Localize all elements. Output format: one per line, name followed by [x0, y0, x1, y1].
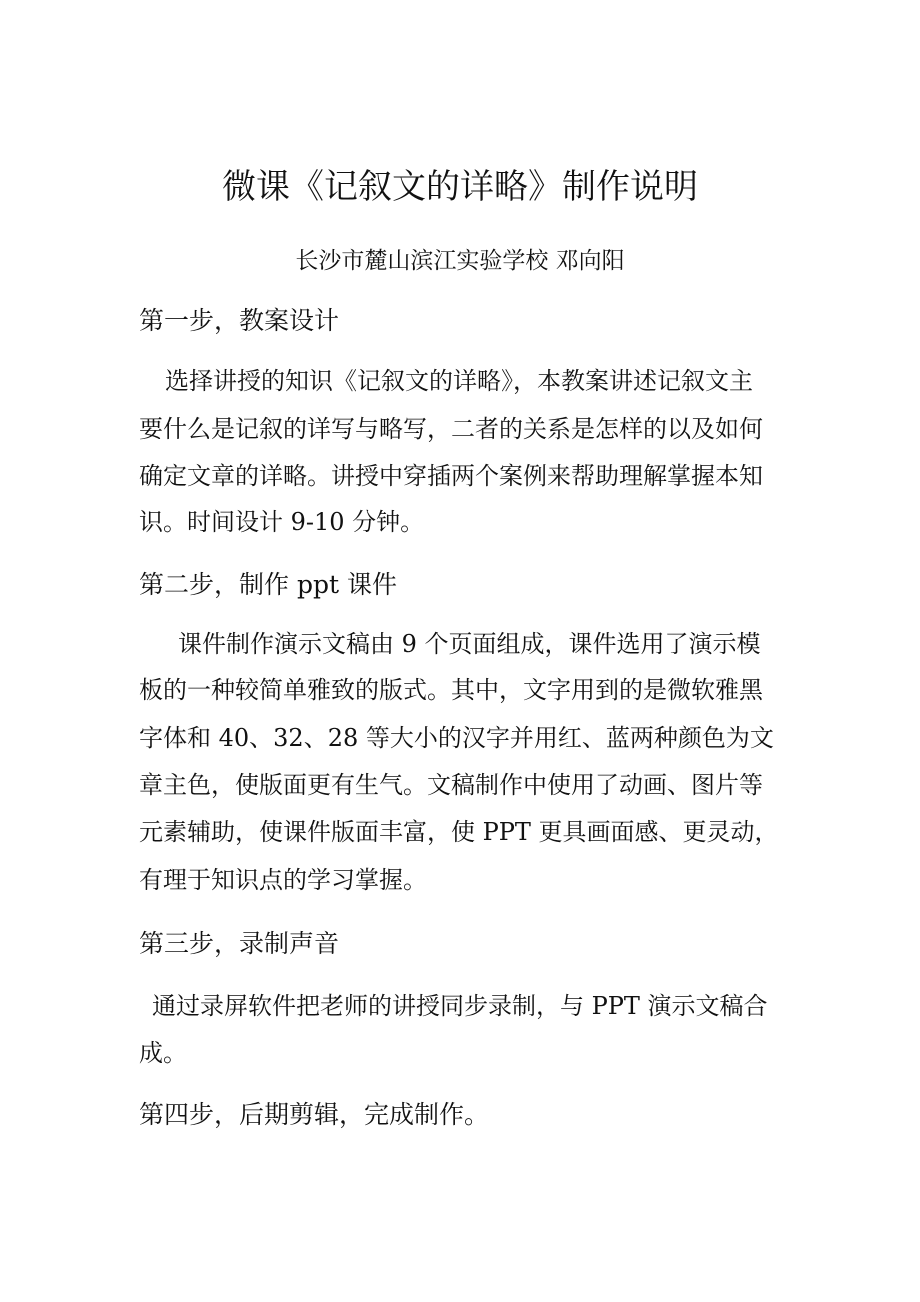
body-line: 识。时间设计 9-10 分钟。	[139, 508, 425, 536]
body-line: 课件制作演示文稿由 9 个页面组成，课件选用了演示模	[178, 630, 761, 658]
body-line: 元素辅助，使课件版面丰富，使 PPT 更具画面感、更灵动，	[139, 818, 779, 846]
document-title: 微课《记叙文的详略》制作说明	[222, 167, 698, 207]
document-author: 长沙市麓山滨江实验学校 邓向阳	[295, 248, 625, 274]
body-line: 字体和 40、32、28 等大小的汉字并用红、蓝两种颜色为文	[139, 724, 774, 752]
body-line: 板的一种较简单雅致的版式。其中，文字用到的是微软雅黑	[139, 676, 763, 704]
body-line: 有理于知识点的学习掌握。	[139, 866, 427, 894]
body-line: 确定文章的详略。讲授中穿插两个案例来帮助理解掌握本知	[139, 462, 763, 490]
section-heading-4: 第四步，后期剪辑，完成制作。	[139, 1100, 490, 1129]
section-heading-2: 第二步，制作 ppt 课件	[139, 570, 397, 599]
body-line: 成。	[139, 1039, 187, 1067]
section-heading-3: 第三步，录制声音	[139, 929, 340, 958]
body-line: 要什么是记叙的详写与略写，二者的关系是怎样的以及如何	[139, 415, 763, 443]
body-line: 选择讲授的知识《记叙文的详略》，本教案讲述记叙文主	[165, 367, 753, 395]
section-heading-1: 第一步，教案设计	[139, 306, 340, 335]
body-line: 通过录屏软件把老师的讲授同步录制，与 PPT 演示文稿合	[152, 992, 768, 1020]
body-line: 章主色，使版面更有生气。文稿制作中使用了动画、图片等	[139, 771, 763, 799]
